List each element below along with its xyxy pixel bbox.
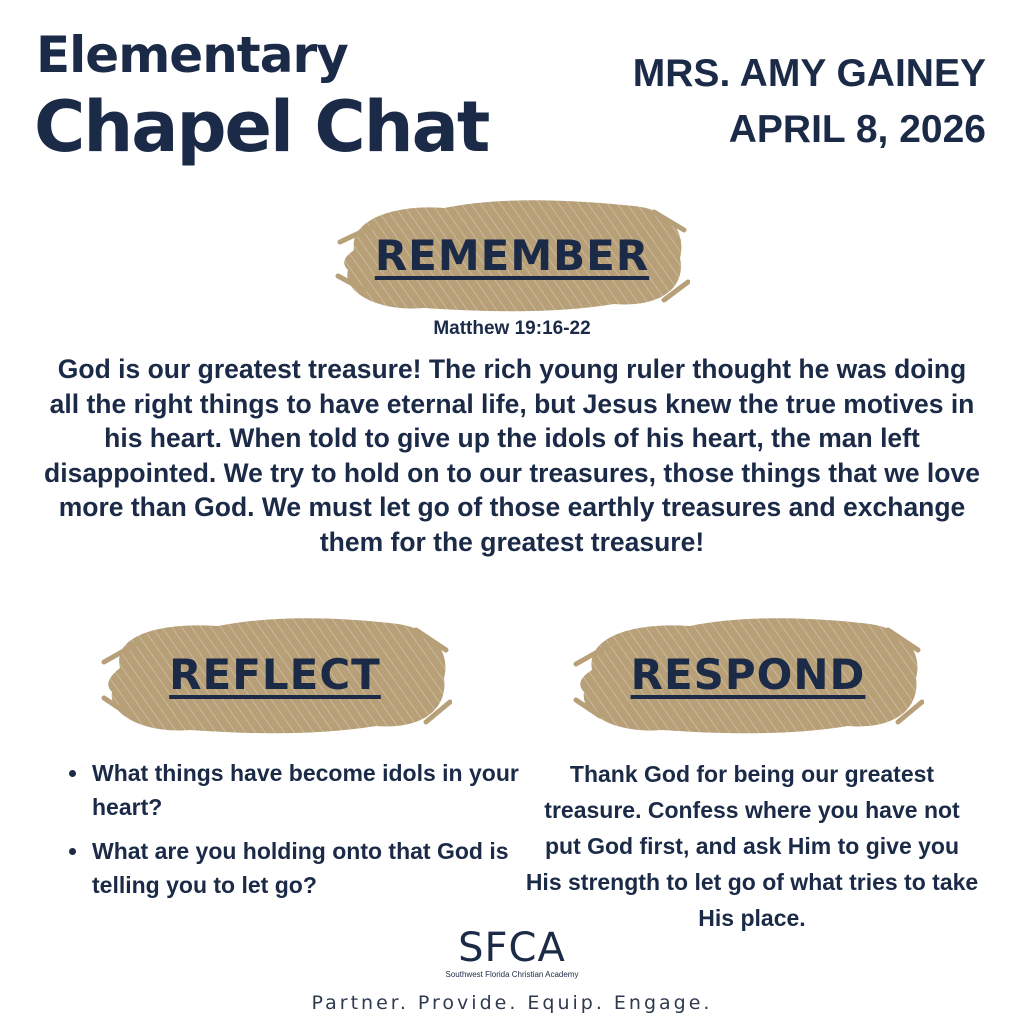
remember-badge: [334, 190, 690, 320]
reflect-questions: [64, 756, 520, 912]
title-line-elementary: Elementary: [36, 26, 348, 84]
respond-heading: RESPOND: [630, 649, 866, 699]
reflect-badge: [98, 606, 452, 742]
remember-heading: REMEMBER: [374, 230, 650, 280]
footer-tagline: Partner. Provide. Equip. Engage.: [311, 992, 713, 1014]
logo-wordmark: SFCA: [458, 925, 566, 971]
respond-badge: [572, 606, 924, 742]
presenter-name: MRS. AMY GAINEY: [632, 52, 986, 95]
reflect-question: • What are you holding onto that God is telling you to let go?: [90, 834, 520, 902]
respond-body: Thank God for being our greatest treasure. Confess where you have not put God first, and ask Him to give you His strength to let go of what tries to take His place.: [525, 761, 979, 931]
presentation-date: APRIL 8, 2026: [728, 108, 986, 151]
presenter-info: [633, 46, 986, 158]
reflect-heading: REFLECT: [169, 649, 381, 699]
reflect-question: • What things have become idols in your heart?: [90, 756, 520, 824]
title-line-chapel-chat: Chapel Chat: [34, 86, 489, 168]
scripture-reference: Matthew 19:16-22: [433, 318, 591, 339]
logo-subtitle: Southwest Florida Christian Academy: [445, 970, 579, 979]
sfca-logo: [412, 925, 612, 980]
remember-body: God is our greatest treasure! The rich young ruler thought he was doing all the right things to have eternal life, but Jesus knew the true motives in his heart. When told to give up the idols of his heart, the man left disappointed. We try to hold on to our treasures, those things that we love more than God. We must let go of those earthly treasures and exchange them for the greatest treasure!: [44, 354, 980, 557]
